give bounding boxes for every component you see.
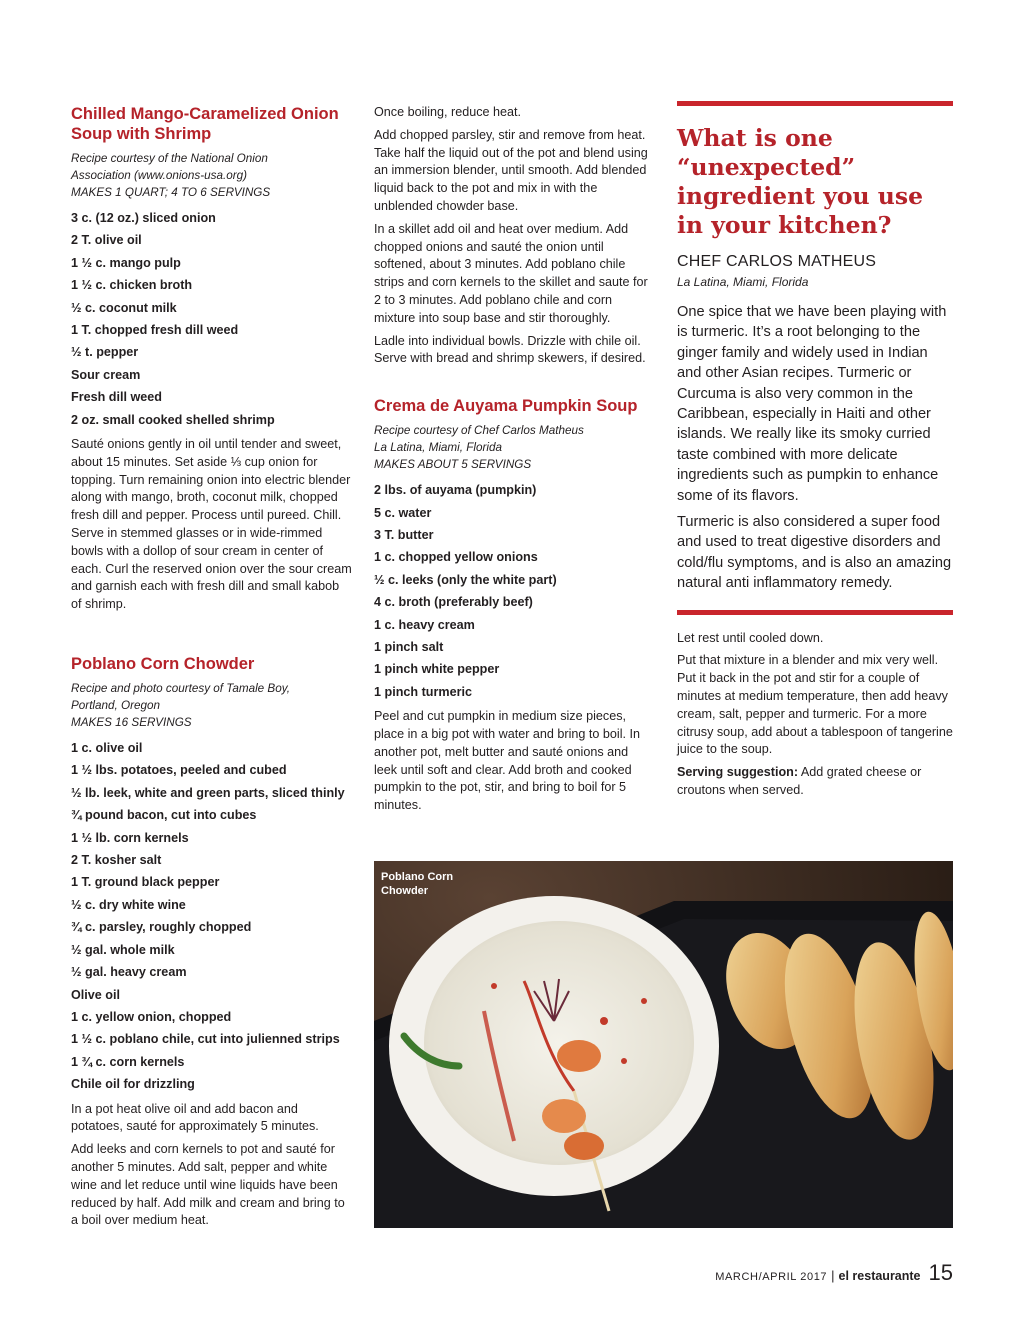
- directions-paragraph: Let rest until cooled down.: [677, 630, 824, 645]
- directions-paragraph: Sauté onions gently in oil until tender and sweet, about 15 minutes. Set aside ⅓ cup onion for topping. Turn remaining onion into electric blender along with mango, broth, coconut milk, chopped fresh dill and pepper. Process until pureed. Chill. Serve in stemmed glasses or in wide-rimmed bowls with a dollop of sour cream in center of each. Curl the reserved onion over the sour cream and garnish each with fresh dill and small kabob of shrimp.: [71, 437, 352, 612]
- footer-separator: |: [831, 1268, 835, 1283]
- column-left: [71, 104, 353, 1230]
- directions-paragraph: Add chopped parsley, stir and remove from heat. Take half the liquid out of the pot and blend using an immersion blender, until smooth. Add blended liquid back to the pot and mix in with the unblended chowder base.: [374, 127, 648, 213]
- sidebar-paragraph: One spice that we have been playing with is turmeric. It’s a root belonging to the ginger family and widely used in Indian and other Asian recipes. Turmeric or Curcuma is also very common in the Caribbean, especially in Haiti and other islands. We really like its smoky curried taste combined with more delicate ingredients such as pumpkin to enhance some of its flavors.: [677, 304, 947, 504]
- magazine-name: el restaurante: [838, 1269, 921, 1283]
- auyama-directions-continued: [677, 630, 953, 800]
- chowder-directions-continued: [374, 104, 652, 368]
- ingredient-item: ½ c. dry white wine: [71, 897, 186, 912]
- recipe-title: Chilled Mango-Caramelized Onion Soup with Shrimp: [71, 105, 339, 143]
- shrimp: [557, 1040, 601, 1072]
- ingredient-item: Chile oil for drizzling: [71, 1077, 195, 1092]
- serving-suggestion-text: Add grated cheese or croutons when served.: [677, 765, 922, 798]
- chile-oil-drop: [621, 1058, 627, 1064]
- chef-location: La Latina, Miami, Florida: [677, 275, 809, 289]
- photo-caption: Poblano Corn Chowder: [381, 871, 454, 897]
- ingredient-item: 1 c. chopped yellow onions: [374, 550, 538, 565]
- page-footer: [715, 1260, 953, 1286]
- ingredient-item: 3 c. (12 oz.) sliced onion: [71, 211, 216, 225]
- page-number: 15: [928, 1260, 953, 1285]
- credit-line: Portland, Oregon: [71, 699, 161, 713]
- ingredient-item: 1 T. ground black pepper: [71, 875, 220, 890]
- ingredient-item: 2 oz. small cooked shelled shrimp: [71, 412, 275, 427]
- issue-date: MARCH/APRIL 2017: [715, 1271, 828, 1283]
- sidebar-top-rule: [677, 101, 953, 106]
- ingredient-item: ½ gal. heavy cream: [71, 965, 187, 980]
- ingredient-item: 1 ½ lb. corn kernels: [71, 830, 189, 845]
- chile-oil-drop: [491, 983, 497, 989]
- ingredient-item: 1 ¾ c. corn kernels: [71, 1054, 185, 1069]
- ingredient-item: ½ c. leeks (only the white part): [374, 572, 557, 587]
- ingredient-item: 1 pinch white pepper: [374, 662, 500, 677]
- ingredient-item: 1 T. chopped fresh dill weed: [71, 323, 239, 338]
- ingredient-list: [374, 479, 652, 703]
- shrimp: [542, 1099, 586, 1133]
- ingredient-item: ½ c. coconut milk: [71, 300, 177, 315]
- sidebar-bottom-rule: [677, 610, 953, 615]
- column-right: [677, 101, 953, 800]
- serving-suggestion-label: Serving suggestion:: [677, 765, 799, 780]
- yield-line: MAKES 1 QUART; 4 TO 6 SERVINGS: [71, 186, 271, 199]
- directions-paragraph: Peel and cut pumpkin in medium size pieces, place in a big pot with water and bring to boil. In another pot, melt butter and sauté onions and leek until soft and clear. Add broth and cooked pumpkin to the pot, stir, and bring to boil for 5 minutes.: [374, 709, 641, 813]
- ingredient-item: 2 T. olive oil: [71, 233, 142, 248]
- credit-line: La Latina, Miami, Florida: [374, 441, 502, 455]
- directions-paragraph: Put that mixture in a blender and mix very well. Put it back in the pot and stir for a couple of minutes at medium temperature, then add heavy cream, salt, pepper and turmeric. For a more citrusy soup, add about a tablespoon of tangerine juice to the soup.: [677, 653, 953, 757]
- ingredient-item: 1 ½ c. mango pulp: [71, 255, 181, 270]
- chef-name: CHEF CARLOS MATHEUS: [677, 253, 877, 270]
- ingredient-item: ¾ pound bacon, cut into cubes: [71, 808, 257, 823]
- ingredient-item: Fresh dill weed: [71, 390, 162, 405]
- directions-paragraph: In a skillet add oil and heat over medium. Add chopped onions and sauté the onion until softened, about 3 minutes. Add poblano chile strips and corn kernels to the skillet and saute for 2 to 3 minutes. Add poblano chile and corn mixture into soup base and stir thoroughly.: [374, 221, 648, 325]
- ingredient-item: 1 c. heavy cream: [374, 617, 475, 632]
- ingredient-item: Sour cream: [71, 367, 141, 382]
- ingredient-item: 1 ½ c. poblano chile, cut into julienned strips: [71, 1032, 340, 1047]
- column-middle: [374, 104, 652, 815]
- chowder-photo-illustration: [374, 861, 953, 1228]
- directions-paragraph: Add leeks and corn kernels to pot and sauté for another 5 minutes. Add salt, pepper and white wine and let reduce until wine liquids have been reduced by half. Add milk and cream and bring to a boil over medium heat.: [71, 1142, 345, 1228]
- chef-sidebar: [677, 101, 953, 615]
- recipe-crema-de-auyama: [374, 396, 652, 815]
- chile-oil-drop: [600, 1017, 608, 1025]
- recipe-title: Poblano Corn Chowder: [71, 655, 255, 674]
- recipe-credit: [71, 150, 353, 201]
- yield-line: MAKES ABOUT 5 SERVINGS: [374, 458, 532, 472]
- ingredient-item: 1 ½ c. chicken broth: [71, 278, 193, 293]
- credit-line: Association (www.onions-usa.org): [71, 169, 248, 182]
- ingredient-item: 1 c. olive oil: [71, 741, 143, 756]
- ingredient-item: 3 T. butter: [374, 527, 434, 542]
- yield-line: MAKES 16 SERVINGS: [71, 716, 192, 730]
- recipe-mango-onion-soup: [71, 104, 353, 614]
- recipe-credit: [71, 680, 353, 731]
- sidebar-paragraph: Turmeric is also considered a super food and used to treat digestive disorders and cold/flu symptoms, and is also an amazing natural anti inflammatory remedy.: [677, 514, 952, 592]
- ingredient-list: [71, 737, 353, 1096]
- ingredient-item: 2 T. kosher salt: [71, 853, 162, 868]
- ingredient-item: 1 ½ lbs. potatoes, peeled and cubed: [71, 763, 287, 778]
- credit-line: Recipe and photo courtesy of Tamale Boy,: [71, 682, 290, 696]
- chile-oil-drop: [641, 998, 647, 1004]
- directions-paragraph: Ladle into individual bowls. Drizzle with chile oil. Serve with bread and shrimp skewers, if desired.: [374, 333, 646, 366]
- recipe-poblano-corn-chowder: [71, 654, 353, 1230]
- shrimp: [564, 1132, 604, 1160]
- ingredient-item: ¾ c. parsley, roughly chopped: [71, 920, 252, 935]
- ingredient-list: [71, 207, 353, 431]
- ingredient-item: ½ t. pepper: [71, 345, 139, 360]
- serving-suggestion: [677, 764, 953, 800]
- ingredient-item: 2 lbs. of auyama (pumpkin): [374, 483, 537, 498]
- sidebar-question: What is one “unexpected” ingredient you use in your kitchen?: [677, 124, 924, 239]
- ingredient-item: ½ gal. whole milk: [71, 942, 175, 957]
- ingredient-item: 1 c. yellow onion, chopped: [71, 1009, 232, 1024]
- ingredient-item: 1 pinch salt: [374, 640, 444, 654]
- ingredient-item: Olive oil: [71, 987, 120, 1002]
- directions-paragraph: Once boiling, reduce heat.: [374, 105, 522, 119]
- directions-paragraph: In a pot heat olive oil and add bacon and potatoes, sauté for approximately 5 minutes.: [71, 1101, 319, 1134]
- ingredient-item: 1 pinch turmeric: [374, 684, 472, 699]
- ingredient-item: 5 c. water: [374, 505, 432, 520]
- chowder-photo: [374, 861, 953, 1228]
- credit-line: Recipe courtesy of Chef Carlos Matheus: [374, 424, 584, 438]
- recipe-credit: [374, 422, 652, 473]
- recipe-title: Crema de Auyama Pumpkin Soup: [374, 397, 638, 416]
- ingredient-item: 4 c. broth (preferably beef): [374, 595, 533, 610]
- ingredient-item: ½ lb. leek, white and green parts, sliced thinly: [71, 785, 345, 800]
- credit-line: Recipe courtesy of the National Onion: [71, 152, 268, 165]
